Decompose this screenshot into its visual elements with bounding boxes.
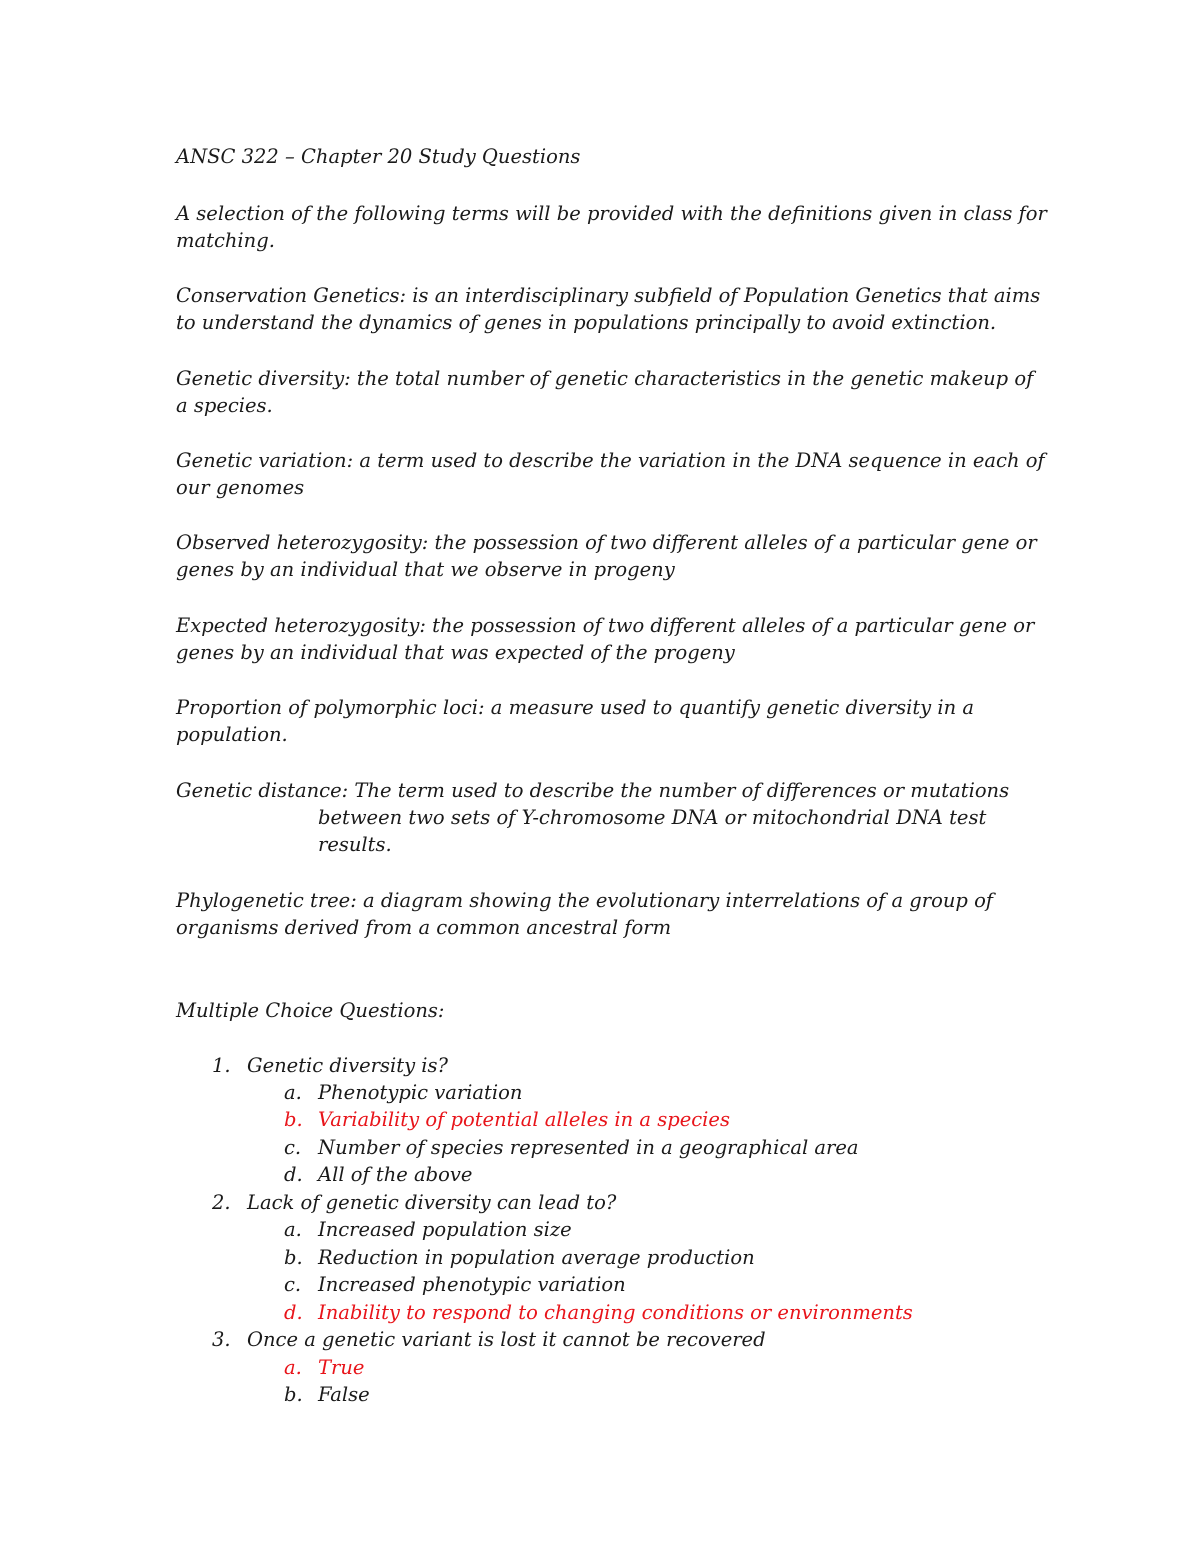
option-text: False (318, 1383, 370, 1406)
option-letter: b. (284, 1383, 303, 1406)
term-genetic-distance-line-3: results. (318, 833, 392, 856)
option-letter: b. (284, 1246, 303, 1269)
term-observed-heterozygosity-line-2: genes by an individual that we observe in progeny (176, 558, 675, 581)
term-genetic-distance-line-2: between two sets of Y-chromosome DNA or mitochondrial DNA test (318, 806, 987, 829)
mc-heading: Multiple Choice Questions: (176, 999, 445, 1022)
term-conservation-genetics-line-1: Conservation Genetics: is an interdisciplinary subfield of Population Genetics that aims (176, 284, 1041, 307)
option-text-answer: True (318, 1356, 365, 1379)
question-text: Once a genetic variant is lost it cannot be recovered (247, 1328, 766, 1351)
intro-text-line-1: A selection of the following terms will be provided with the definitions given in class for (176, 202, 1047, 225)
option-text: Phenotypic variation (318, 1081, 523, 1104)
option-text-answer: Inability to respond to changing conditions or environments (318, 1301, 913, 1324)
question-text: Lack of genetic diversity can lead to? (247, 1191, 617, 1214)
term-genetic-variation-line-1: Genetic variation: a term used to describe the variation in the DNA sequence in each of (176, 449, 1045, 472)
option-letter-answer: d. (284, 1301, 303, 1324)
option-text: Increased population size (318, 1218, 572, 1241)
option-text: Number of species represented in a geographical area (318, 1136, 859, 1159)
option-letter: a. (284, 1081, 302, 1104)
option-text: Increased phenotypic variation (318, 1273, 626, 1296)
term-phylogenetic-tree-line-1: Phylogenetic tree: a diagram showing the evolutionary interrelations of a group of (176, 889, 994, 912)
term-expected-heterozygosity-line-2: genes by an individual that was expected of the progeny (176, 641, 735, 664)
term-conservation-genetics-line-2: to understand the dynamics of genes in populations principally to avoid extinction. (176, 311, 997, 334)
term-phylogenetic-tree-line-2: organisms derived from a common ancestral form (176, 916, 672, 939)
question-number: 2. (212, 1191, 231, 1214)
option-text-answer: Variability of potential alleles in a species (318, 1108, 730, 1131)
term-genetic-diversity-line-2: a species. (176, 394, 273, 417)
option-letter: a. (284, 1218, 302, 1241)
question-number: 3. (212, 1328, 231, 1351)
term-polymorphic-loci-line-2: population. (176, 723, 288, 746)
option-text: All of the above (318, 1163, 473, 1186)
term-genetic-diversity-line-1: Genetic diversity: the total number of genetic characteristics in the genetic makeup of (176, 367, 1034, 390)
question-text: Genetic diversity is? (247, 1054, 448, 1077)
option-letter-answer: a. (284, 1356, 302, 1379)
intro-text-line-2: matching. (176, 229, 275, 252)
term-expected-heterozygosity-line-1: Expected heterozygosity: the possession of two different alleles of a particular gene or (176, 614, 1035, 637)
option-letter: c. (284, 1136, 302, 1159)
term-genetic-variation-line-2: our genomes (176, 476, 305, 499)
term-polymorphic-loci-line-1: Proportion of polymorphic loci: a measure used to quantify genetic diversity in a (176, 696, 975, 719)
option-text: Reduction in population average production (318, 1246, 755, 1269)
document-title: ANSC 322 – Chapter 20 Study Questions (176, 145, 581, 168)
term-genetic-distance-line-1: Genetic distance: The term used to describe the number of differences or mutations (176, 779, 1010, 802)
term-observed-heterozygosity-line-1: Observed heterozygosity: the possession of two different alleles of a particular gene or (176, 531, 1037, 554)
question-number: 1. (212, 1054, 231, 1077)
option-letter: d. (284, 1163, 303, 1186)
option-letter: c. (284, 1273, 302, 1296)
option-letter-answer: b. (284, 1108, 303, 1131)
